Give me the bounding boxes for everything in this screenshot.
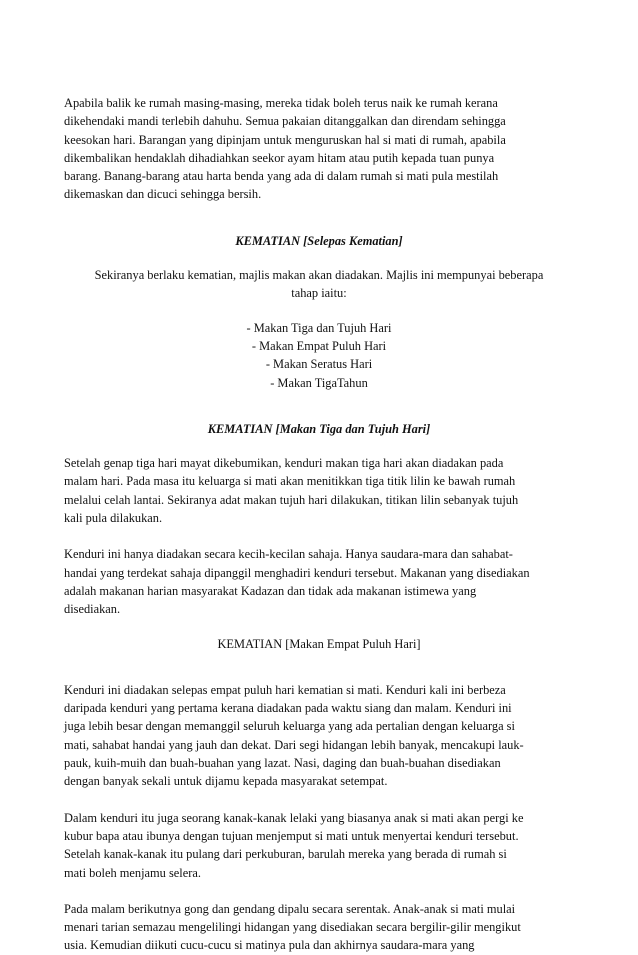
heading-selepas-kematian: KEMATIAN [Selepas Kematian] <box>235 233 403 248</box>
spacer <box>64 527 574 545</box>
paragraph-gong-dance: Pada malam berikutnya gong dan gendang dipalu secara serentak. Anak-anak si mati mulai menari tarian semazau mengelilingi hidangan yang disediakan secara bergilir-gilir mengikut usia. Kemudian diikuti cucu-cucu si matinya pula dan akhirnya saudara-mara yang <box>64 901 521 953</box>
document-page <box>64 94 574 955</box>
stage-item: - Makan TigaTahun <box>270 375 368 390</box>
spacer <box>64 392 574 420</box>
heading-makan-empat-puluh-hari: KEMATIAN [Makan Empat Puluh Hari] <box>217 636 421 651</box>
spacer <box>64 250 574 266</box>
paragraph-forty-days: Kenduri ini diadakan selepas empat puluh hari kematian si mati. Kenduri kali ini berbeza daripada kenduri yang pertama kerana diadakan pada waktu siang dan malam. Kenduri ini juga lebih besar dengan memanggil seluruh keluarga yang ada pertalian dengan keluarga si mati, sahabat handai yang jauh dan dekat. Dari segi hidangan lebih banyak, mencakupi lauk- pauk, kuih-muih dan buah-buahan yang lazat. Nasi, daging dan buah-buahan disediakan dengan banyak sekali untuk dijamu kepada masyarakat setempat. <box>64 682 524 789</box>
paragraph-grave-invitation: Dalam kenduri itu juga seorang kanak-kanak lelaki yang biasanya anak si mati akan pergi ke kubur bapa atau ibunya dengan tujuan menjemput si mati untuk menyertai kenduri tersebut. Setelah kanak-kanak itu pulang dari perkuburan, barulah mereka yang berada di rumah si mati boleh menjamu selera. <box>64 810 524 880</box>
stage-item: - Makan Tiga dan Tujuh Hari <box>246 320 392 335</box>
spacer <box>64 882 574 900</box>
paragraph-three-days: Setelah genap tiga hari mayat dikebumikan, kenduri makan tiga hari akan diadakan pada malam hari. Pada masa itu keluarga si mati akan menitikkan tiga titik lilin ke bawah rumah melalui celah lantai. Sekiranya adat makan tujuh hari dilakukan, titikan lilin sebanyak tujuh kali pula dilakukan. <box>64 456 519 526</box>
spacer <box>64 619 574 635</box>
stage-list <box>64 319 574 392</box>
spacer <box>64 303 574 319</box>
stage-item: - Makan Empat Puluh Hari <box>251 338 387 353</box>
spacer <box>64 204 574 232</box>
spacer <box>64 438 574 454</box>
paragraph-intro-stages: Sekiranya berlaku kematian, majlis makan akan diadakan. Majlis ini mempunyai beberapa tahap iaitu: <box>94 268 544 301</box>
spacer <box>64 791 574 809</box>
stage-item: - Makan Seratus Hari <box>265 357 373 372</box>
heading-makan-tiga-tujuh-hari: KEMATIAN [Makan Tiga dan Tujuh Hari] <box>207 421 431 436</box>
paragraph-small-feast: Kenduri ini hanya diadakan secara kecih-kecilan sahaja. Hanya saudara-mara dan sahabat- handai yang terdekat sahaja dipanggil menghadiri kenduri tersebut. Makanan yang disediakan adalah makanan harian masyarakat Kadazan dan tidak ada makanan istimewa yang disediakan. <box>64 547 530 617</box>
spacer <box>64 653 574 681</box>
paragraph-return-home: Apabila balik ke rumah masing-masing, mereka tidak boleh terus naik ke rumah kerana dikehendaki mandi terlebih dahuhu. Semua pakaian ditanggalkan dan direndam sehingga keesokan hari. Barangan yang dipinjam untuk menguruskan hal si mati di rumah, apabila dikembalikan hendaklah dihadiahkan seekor ayam hitam atau putih kepada tuan punya barang. Banang-barang atau harta benda yang ada di dalam rumah si mati pula mestilah dikemaskan dan dicuci sehingga bersih. <box>64 96 506 202</box>
